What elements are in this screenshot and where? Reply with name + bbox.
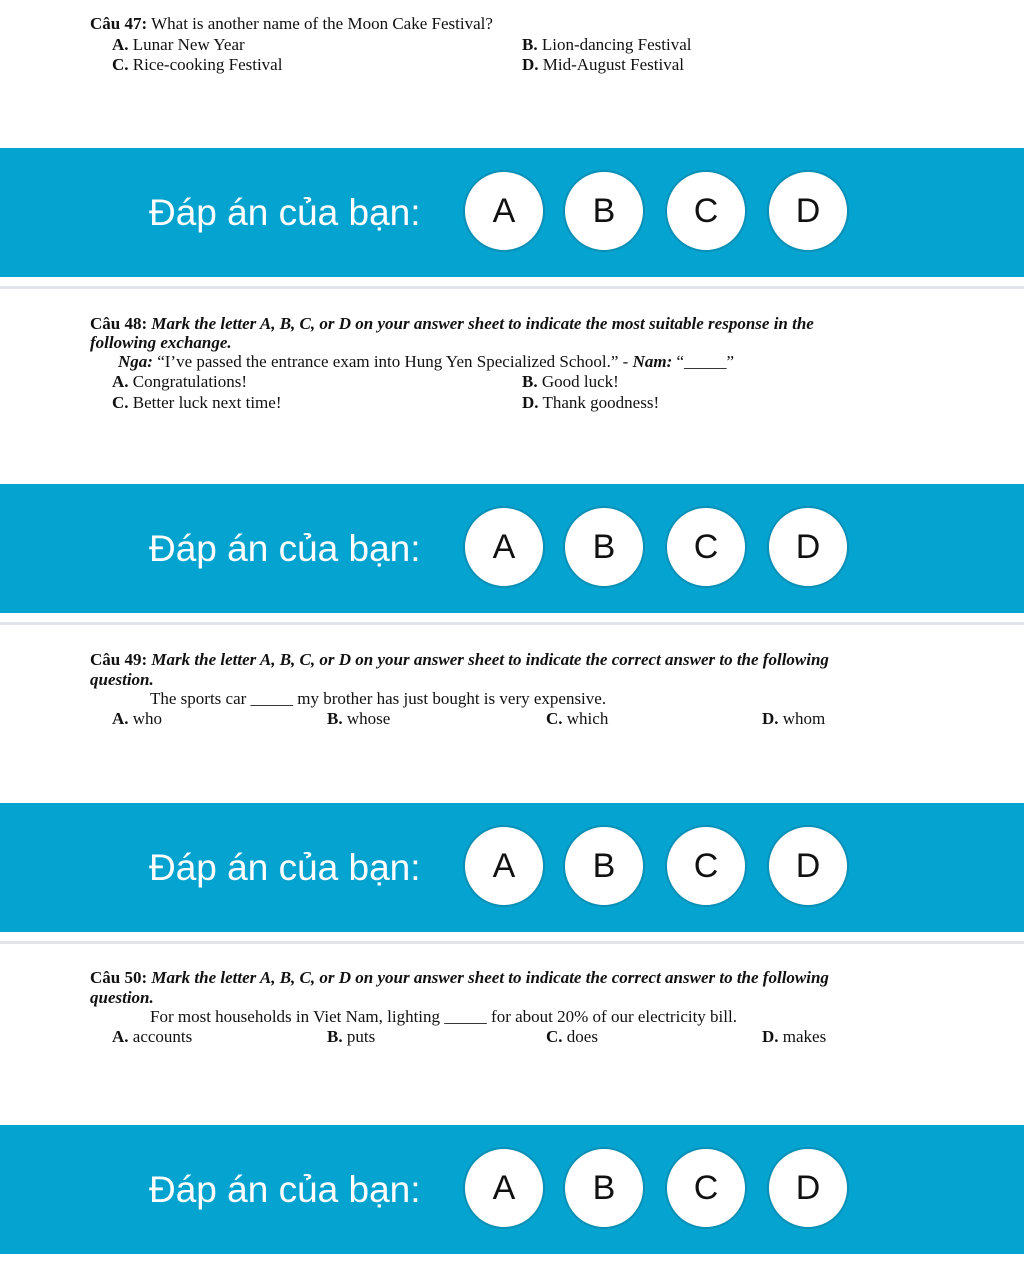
question-number: Câu 50:: [90, 968, 148, 987]
question-number: Câu 49:: [90, 650, 148, 669]
option-c: C. does: [546, 1027, 598, 1046]
answer-choice-a[interactable]: A: [463, 506, 545, 588]
question-stem-cont: following exchange.: [90, 333, 232, 352]
answer-choice-b[interactable]: B: [563, 506, 645, 588]
divider: [0, 622, 1024, 625]
answer-label: Đáp án của bạn:: [149, 1169, 421, 1210]
option-a: A. Lunar New Year: [112, 35, 245, 54]
question-stem: Mark the letter A, B, C, or D on your answer sheet to indicate the correct answer to the following: [151, 650, 829, 669]
question-stem: Mark the letter A, B, C, or D on your answer sheet to indicate the most suitable response in the: [151, 314, 814, 333]
question-stem-cont: question.: [90, 670, 154, 689]
answer-choice-c[interactable]: C: [665, 825, 747, 907]
question-sentence: The sports car _____ my brother has just bought is very expensive.: [150, 689, 607, 708]
option-b: B. puts: [327, 1027, 376, 1046]
question-stem: Mark the letter A, B, C, or D on your answer sheet to indicate the correct answer to the following: [151, 968, 829, 987]
answer-choice-a[interactable]: A: [463, 825, 545, 907]
option-d: D. whom: [762, 709, 826, 728]
answer-label: Đáp án của bạn:: [149, 528, 421, 569]
answer-choice-a[interactable]: A: [463, 1147, 545, 1229]
question-stem: What is another name of the Moon Cake Festival?: [151, 14, 493, 33]
answer-bar-48: [0, 484, 1024, 613]
answer-choice-b[interactable]: B: [563, 825, 645, 907]
answer-choice-c[interactable]: C: [665, 506, 747, 588]
option-b: B. whose: [327, 709, 391, 728]
answer-label: Đáp án của bạn:: [149, 192, 421, 233]
option-a: A. Congratulations!: [112, 372, 248, 391]
answer-choice-d[interactable]: D: [767, 1147, 849, 1229]
option-d: D. makes: [762, 1027, 827, 1046]
answer-bar-49: [0, 803, 1024, 932]
divider: [0, 941, 1024, 944]
option-c: C. Rice-cooking Festival: [112, 55, 283, 74]
option-d: D. Thank goodness!: [522, 393, 660, 412]
divider: [0, 286, 1024, 289]
option-c: C. Better luck next time!: [112, 393, 282, 412]
option-a: A. who: [112, 709, 163, 728]
answer-choice-a[interactable]: A: [463, 170, 545, 252]
answer-choice-d[interactable]: D: [767, 170, 849, 252]
question-number: Câu 47:: [90, 14, 148, 33]
answer-choice-c[interactable]: C: [665, 170, 747, 252]
option-b: B. Good luck!: [522, 372, 619, 391]
answer-bar-47: [0, 148, 1024, 277]
question-stem-cont: question.: [90, 988, 154, 1007]
option-a: A. accounts: [112, 1027, 193, 1046]
question-sentence: For most households in Viet Nam, lighting _____ for about 20% of our electricity bill.: [150, 1007, 737, 1026]
answer-label: Đáp án của bạn:: [149, 847, 421, 888]
answer-choice-d[interactable]: D: [767, 825, 849, 907]
answer-choice-c[interactable]: C: [665, 1147, 747, 1229]
answer-bar-50: [0, 1125, 1024, 1254]
option-c: C. which: [546, 709, 609, 728]
question-number: Câu 48:: [90, 314, 148, 333]
answer-choice-d[interactable]: D: [767, 506, 849, 588]
option-d: D. Mid-August Festival: [522, 55, 684, 74]
dialogue-line: Nga: “I’ve passed the entrance exam into Hung Yen Specialized School.” - Nam: “_____”: [118, 352, 735, 371]
option-b: B. Lion-dancing Festival: [522, 35, 692, 54]
answer-choice-b[interactable]: B: [563, 1147, 645, 1229]
answer-choice-b[interactable]: B: [563, 170, 645, 252]
